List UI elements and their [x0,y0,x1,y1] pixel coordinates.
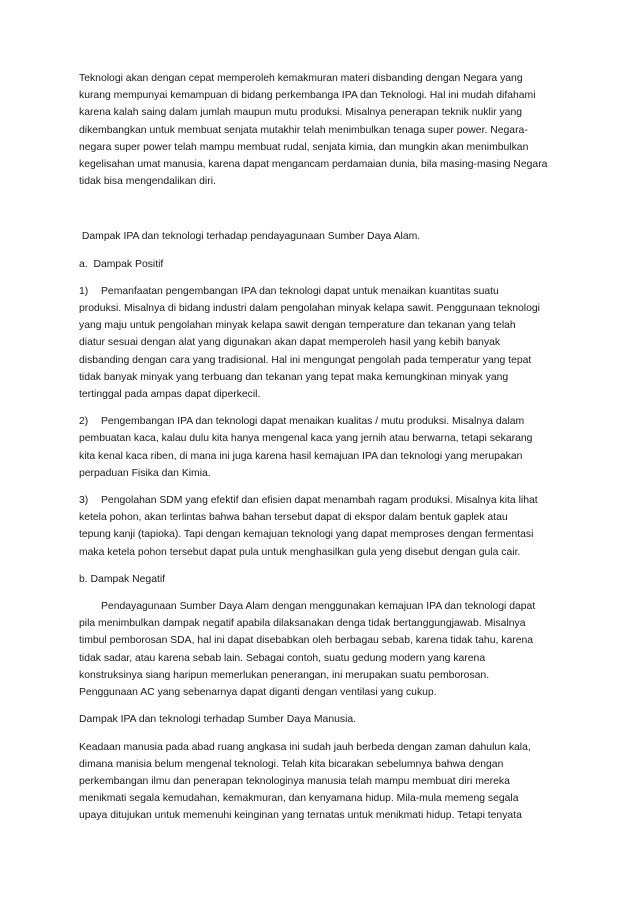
section-heading-sda: Dampak IPA dan teknologi terhadap pendayagunaan Sumber Daya Alam. [79,231,421,243]
text-line: negara super power telah mampu membuat rudal, senjata kimia, dan mungkin akan menimbulkan [79,141,529,153]
text-line: diatur sesuai dengan alat yang digunakan akan dapat memperoleh hasil yang kebih banyak [79,337,501,349]
paragraph-sdm [79,739,563,825]
text-line: disbanding dengan cara yang tradisional. Hal ini mengungat pengolah pada temperatur yang tepat [79,354,532,366]
text-line: menikmati segala kemudahan, kemakmuran, dan kenyamana hidup. Mila-mula memeng segala [79,793,519,805]
text-line: timbul pemborosan SDA, hal ini dapat disebabkan oleh berbagau sebab, karena tidak tahu, karena [79,635,534,647]
text-line: kegelisahan umat manusia, karena dapat mengancam perdamaian dunia, bila masing-masing Negara [79,159,548,171]
text-line: konstruksinya siang haripun memerlukan penerangan, ini merupakan suatu pemborosan. [79,669,490,681]
subheading-positive: a. Dampak Positif [79,258,164,270]
text-line: perpaduan Fisika dan Kimia. [79,467,211,479]
text-line: Keadaan manusia pada abad ruang angkasa ini sudah jauh berbeda dengan zaman dahulun kala, [79,741,531,753]
text-line: tepung kanji (tapioka). Tapi dengan kemajuan teknologi yang dapat memproses dengan fermentasi [79,529,534,541]
list-number: 1) [79,285,89,297]
text-line: produksi. Misalnya di bidang industri dalam pengolahan minyak kelapa sawit. Penggunaan teknologi [79,303,540,315]
text-line: kurang mempunyai kemampuan di bidang perkembanga IPA dan Teknologi. Hal ini mudah difahami [79,90,536,102]
text-line: upaya ditujukan untuk memenuhi keinginan yang ternatas untuk menikmati hidup. Tetapi tenyata [79,810,522,822]
document-page [79,70,563,835]
text-line: Teknologi akan dengan cepat memperoleh kemakmuran materi disbanding dengan Negara yang [79,73,523,84]
section-heading-sdm: Dampak IPA dan teknologi terhadap Sumber Daya Manusia. [79,714,357,726]
text-line: Pengolahan SDM yang efektif dan efisien dapat menambah ragam produksi. Misalnya kita lihat [101,495,538,507]
text-line: ketela pohon, akan terlintas bahwa bahan tersebut dapat di ekspor dalam bentuk gaplek atau [79,512,508,524]
text-line: Pemanfaatan pengembangan IPA dan teknologi dapat untuk menaikan kuantitas suatu [101,285,499,297]
text-line: pila menimbulkan dampak negatif apabila dilaksanakan denga tidak bertanggungjawab. Misalnya [79,618,526,630]
text-line: tidak sadar, atau karena sebab lain. Sebagai contoh, suatu gedung modern yang karena [79,652,486,664]
list-number: 2) [79,416,89,428]
text-line: Pengembangan IPA dan teknologi dapat menaikan kualitas / mutu produksi. Misalnya dalam [101,416,525,428]
subheading-negative: b. Dampak Negatif [79,573,166,585]
list-item-3 [79,492,563,561]
blank-space [79,200,563,228]
paragraph-intro [79,70,563,190]
text-line: dikembangkan untuk membuat senjata mutakhir telah menimbulkan tenaga super power. Negara- [79,124,528,136]
text-line: kita kenal kaca riben, di mana ini juga karena hasil kemajuan IPA dan teknologi yang merupakan [79,450,523,462]
text-line: tidak banyak minyak yang terbuang dan tekanan yang tepat maka kemungkinan minyak yang [79,371,509,383]
paragraph-negative [79,598,563,701]
text-line: maka ketela pohon tersebut dapat pula untuk menghasilkan gula yeng disebut dengan gula cair. [79,546,521,558]
text-line: yang maju untuk pengolahan minyak kelapa sawit dengan temperature dan tekanan yang telah [79,320,516,332]
list-number: 3) [79,495,89,507]
text-line: karena kalah saing dalam jumlah maupun mutu produksi. Misalnya penerapan teknik nuklir yang [79,107,523,119]
list-item-2 [79,413,563,482]
text-line: tertinggal pada ampas dapat diperkecil. [79,389,261,401]
list-item-1 [79,283,563,403]
text-line: Penggunaan AC yang sebenarnya dapat diganti dengan ventilasi yang cukup. [79,687,437,699]
text-line: perkembangan ilmu dan penerapan teknologinya manusia telah mampu membuat diri mereka [79,775,510,787]
text-line: tidak bisa mengendalikan diri. [79,176,216,188]
text-line: Pendayagunaan Sumber Daya Alam dengan menggunakan kemajuan IPA dan teknologi dapat [101,601,536,613]
text-line: pembuatan kaca, kalau dulu kita hanya mengenal kaca yang jernih atau berwarna, tetapi sekarang [79,433,533,445]
text-line: dimana manisia belum mengenal teknologi. Telah kita bicarakan sebelumnya bahwa dengan [79,758,504,770]
